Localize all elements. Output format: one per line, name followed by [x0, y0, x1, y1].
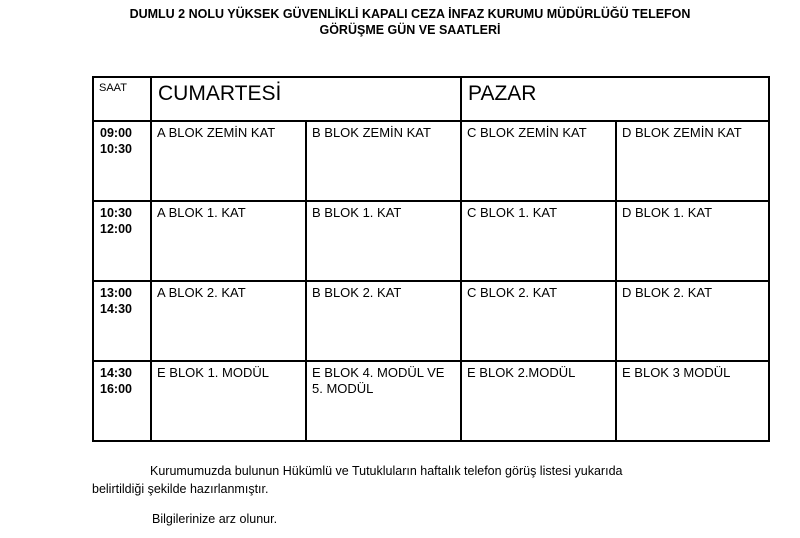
table-row: [93, 361, 769, 441]
schedule-table: [92, 76, 770, 442]
closing-paragraph: Bilgilerinize arz olunur.: [152, 512, 278, 526]
day-header-sunday: PAZAR: [461, 77, 769, 121]
time-slot: [93, 361, 151, 441]
schedule-cell: B BLOK 2. KAT: [306, 281, 461, 361]
time-end: 10:30: [100, 142, 132, 156]
time-slot: [93, 201, 151, 281]
time-end: 12:00: [100, 222, 132, 236]
schedule-cell: E BLOK 1. MODÜL: [151, 361, 306, 441]
saat-header: SAAT: [93, 77, 151, 121]
title-line-2: GÖRÜŞME GÜN VE SAATLERİ: [319, 23, 501, 37]
schedule-cell: A BLOK 2. KAT: [151, 281, 306, 361]
schedule-cell: A BLOK ZEMİN KAT: [151, 121, 306, 201]
schedule-cell: E BLOK 2.MODÜL: [461, 361, 616, 441]
schedule-cell: B BLOK 1. KAT: [306, 201, 461, 281]
time-slot: [93, 121, 151, 201]
time-start: 09:00: [100, 126, 132, 140]
time-end: 16:00: [100, 382, 132, 396]
time-start: 14:30: [100, 366, 132, 380]
schedule-cell: E BLOK 3 MODÜL: [616, 361, 769, 441]
title-line-1: DUMLU 2 NOLU YÜKSEK GÜVENLİKLİ KAPALI CEZA İNFAZ KURUMU MÜDÜRLÜĞÜ TELEFON: [129, 7, 691, 21]
time-start: 10:30: [100, 206, 132, 220]
schedule-cell: C BLOK 2. KAT: [461, 281, 616, 361]
table-row: [93, 201, 769, 281]
time-slot: [93, 281, 151, 361]
schedule-cell: D BLOK 1. KAT: [616, 201, 769, 281]
document-title: [60, 6, 760, 38]
table-row: [93, 121, 769, 201]
header-row: [93, 77, 769, 121]
schedule-cell: A BLOK 1. KAT: [151, 201, 306, 281]
schedule-cell: C BLOK ZEMİN KAT: [461, 121, 616, 201]
time-end: 14:30: [100, 302, 132, 316]
schedule-cell: C BLOK 1. KAT: [461, 201, 616, 281]
schedule-cell: E BLOK 4. MODÜL VE 5. MODÜL: [306, 361, 461, 441]
table-row: [93, 281, 769, 361]
body-paragraph-line-2: belirtildiği şekilde hazırlanmıştır.: [92, 482, 269, 496]
schedule-cell: B BLOK ZEMİN KAT: [306, 121, 461, 201]
schedule-cell: D BLOK 2. KAT: [616, 281, 769, 361]
schedule-cell: D BLOK ZEMİN KAT: [616, 121, 769, 201]
time-start: 13:00: [100, 286, 132, 300]
day-header-saturday: CUMARTESİ: [151, 77, 461, 121]
body-paragraph-line-1: Kurumumuzda bulunun Hükümlü ve Tutukluların haftalık telefon görüş listesi yukarıda: [150, 464, 623, 478]
